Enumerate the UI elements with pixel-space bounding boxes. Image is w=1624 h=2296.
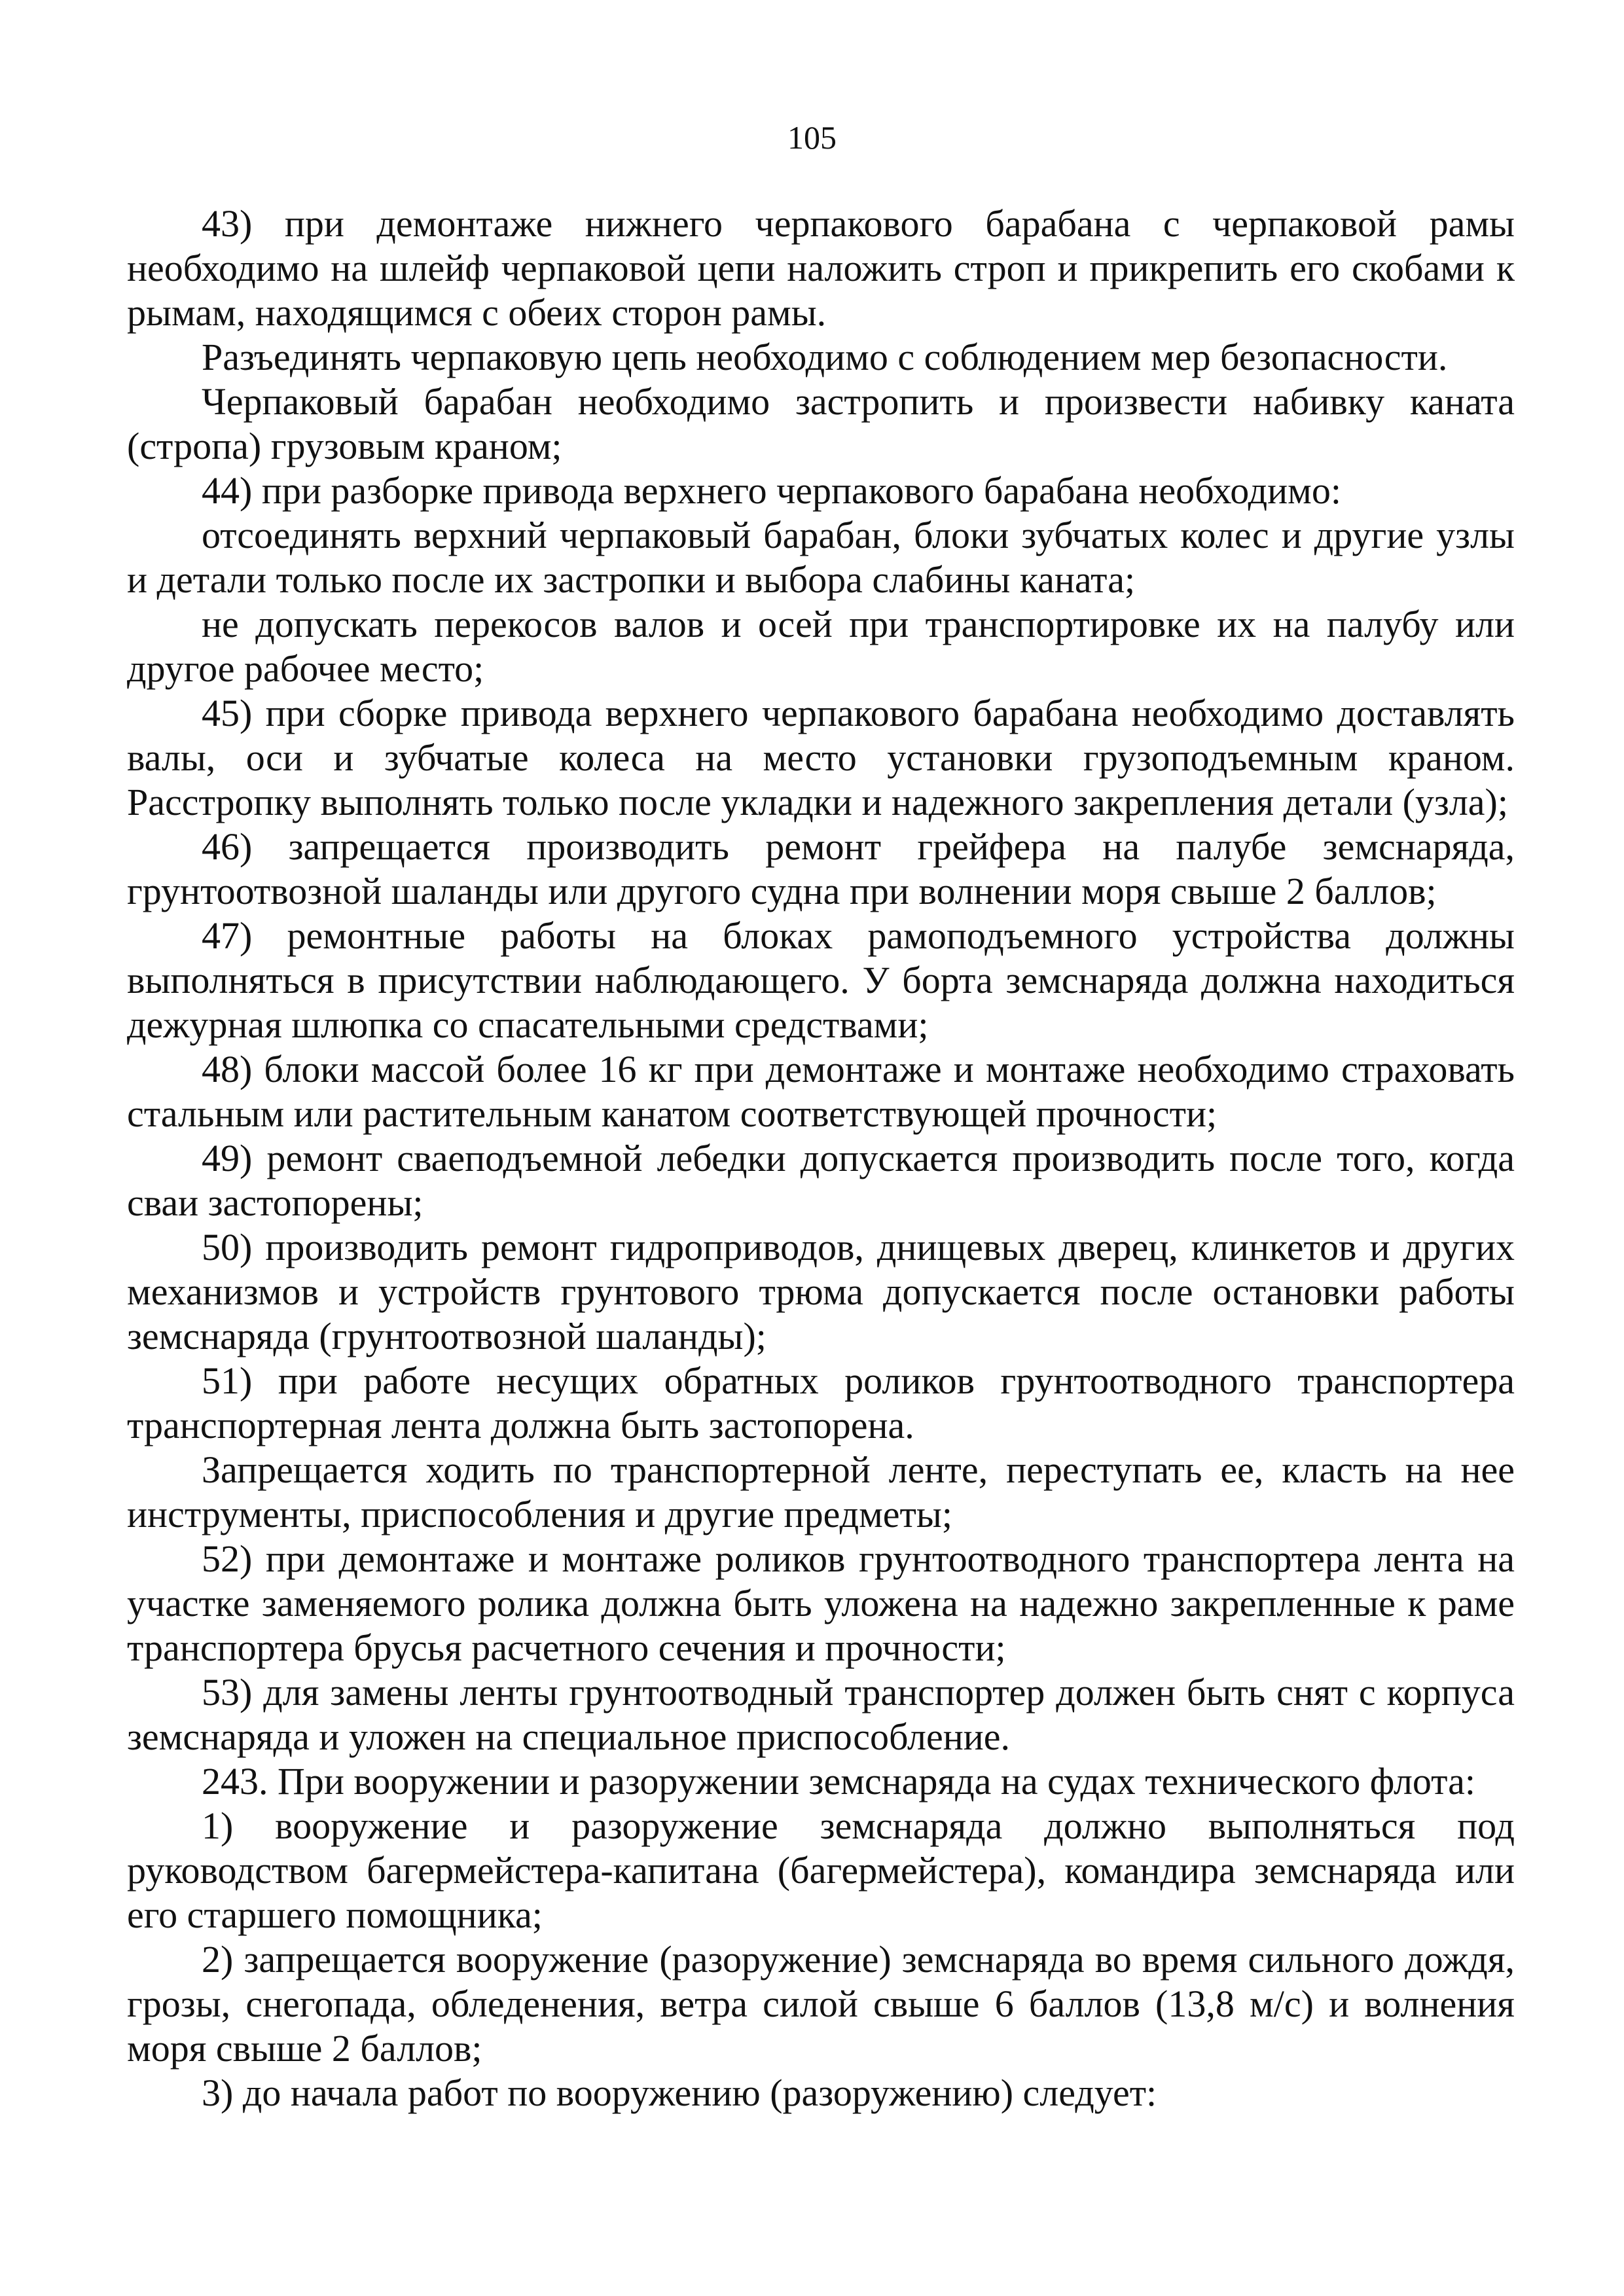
paragraph-item-52: 52) при демонтаже и монтаже роликов грунтоотводного транспортера лента на участке заменяемого ролика должна быть уложена на надежно закрепленные к раме транспортера брусья расчетного сечения и прочности; [127, 1537, 1515, 1669]
paragraph-disconnect-drum: отсоединять верхний черпаковый барабан, блоки зубчатых колес и другие узлы и детали только после их застропки и выбора слабины каната; [127, 514, 1515, 601]
paragraph-clause-243: 243. При вооружении и разоружении земснаряда на судах технического флота: [202, 1760, 1476, 1803]
paragraph-subitem-1: 1) вооружение и разоружение земснаряда должно выполняться под руководством багермейстера-капитана (багермейстера), командира земснаряда или его старшего помощника; [127, 1804, 1515, 1936]
paragraph-belt-prohibition: Запрещается ходить по транспортерной ленте, переступать ее, класть на нее инструменты, приспособления и другие предметы; [127, 1448, 1515, 1535]
paragraph-item-43: 43) при демонтаже нижнего черпакового барабана с черпаковой рамы необходимо на шлейф черпаковой цепи наложить строп и прикрепить его скобами к рымам, находящимся с обеих сторон рамы. [127, 202, 1515, 334]
paragraph-item-46: 46) запрещается производить ремонт грейфера на палубе земснаряда, грунтоотвозной шаланды или другого судна при волнении моря свыше 2 баллов; [127, 825, 1515, 912]
paragraph-no-skew: не допускать перекосов валов и осей при транспортировке их на палубу или другое рабочее место; [127, 603, 1515, 690]
paragraph-subitem-2: 2) запрещается вооружение (разоружение) земснаряда во время сильного дождя, грозы, снегопада, обледенения, ветра силой свыше 6 баллов (13,8 м/с) и волнения моря свыше 2 баллов; [127, 1938, 1515, 2070]
document-body [127, 202, 1515, 2115]
paragraph-drum-slinging: Черпаковый барабан необходимо застропить и произвести набивку каната (стропа) грузовым краном; [127, 380, 1515, 467]
paragraph-item-51: 51) при работе несущих обратных роликов грунтоотводного транспортера транспортерная лента должна быть застопорена. [127, 1359, 1515, 1446]
paragraph-item-50: 50) производить ремонт гидроприводов, днищевых дверец, клинкетов и других механизмов и устройств грунтового трюма допускается после остановки работы земснаряда (грунтоотвозной шаланды); [127, 1226, 1515, 1357]
paragraph-item-44: 44) при разборке привода верхнего черпакового барабана необходимо: [202, 469, 1341, 512]
paragraph-subitem-3: 3) до начала работ по вооружению (разоружению) следует: [202, 2072, 1157, 2114]
paragraph-item-53: 53) для замены ленты грунтоотводный транспортер должен быть снят с корпуса земснаряда и уложен на специальное приспособление. [127, 1671, 1515, 1758]
paragraph-item-48: 48) блоки массой более 16 кг при демонтаже и монтаже необходимо страховать стальным или растительным канатом соответствующей прочности; [127, 1048, 1515, 1135]
page-number: 105 [787, 119, 837, 156]
paragraph-chain-safety: Разъединять черпаковую цепь необходимо с соблюдением мер безопасности. [202, 336, 1448, 378]
paragraph-item-47: 47) ремонтные работы на блоках рамоподъемного устройства должны выполняться в присутствии наблюдающего. У борта земснаряда должна находиться дежурная шлюпка со спасательными средствами; [127, 914, 1515, 1046]
paragraph-item-45: 45) при сборке привода верхнего черпакового барабана необходимо доставлять валы, оси и зубчатые колеса на место установки грузоподъемным краном. Расстропку выполнять только после укладки и надежного закрепления детали (узла); [127, 692, 1515, 823]
paragraph-item-49: 49) ремонт сваеподъемной лебедки допускается производить после того, когда сваи застопорены; [127, 1137, 1515, 1224]
